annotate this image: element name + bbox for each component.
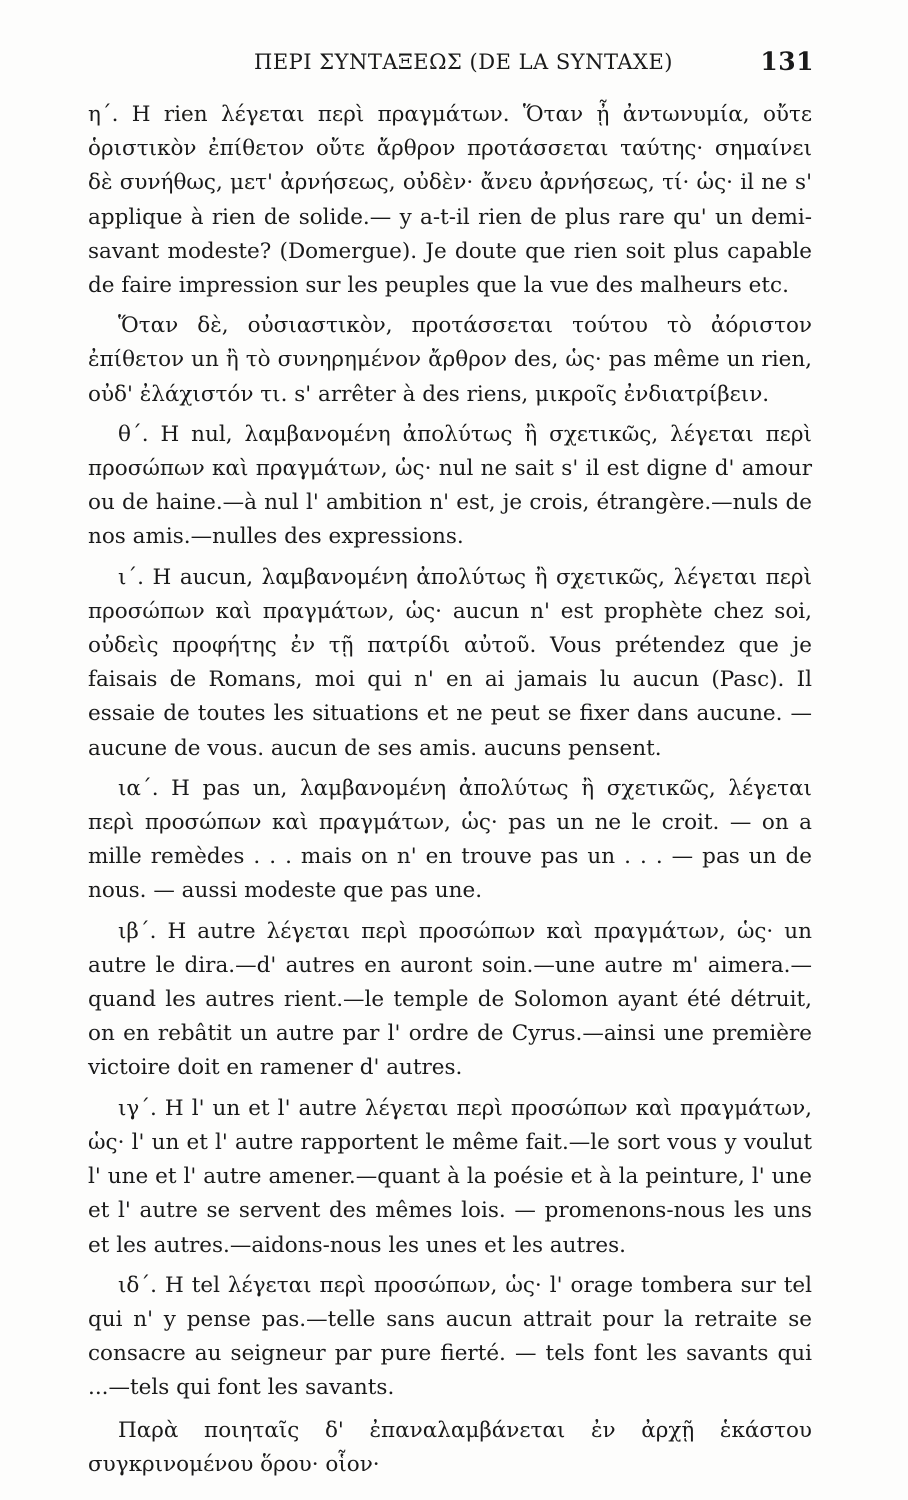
paragraph-iota-gamma: ιγ΄. Η l' un et l' autre λέγεται περὶ προσώπων καὶ πραγμάτων, ὡς· l' un et l' autre rapportent le même fait.—le sort vous y voulut l' une et l' autre amener.—quant à la poésie et à la peinture, l' une et l' autre se servent des mêmes lois. — promenons-nous les uns et les autres.—aidons-nous les unes et les autres. xyxy=(88,1095,812,1258)
paragraph-iota: ι΄. Η aucun, λαμβανομένη ἀπολύτως ἢ σχετικῶς, λέγεται περὶ προσώπων καὶ πραγμάτων, ὡς· aucun n' est prophète chez soi, οὐδεὶς προφήτης ἐν τῇ πατρίδι αὐτοῦ. Vous prétendez que je faisais de Romans, moi qui n' en ai jamais lu aucun (Pasc). Il essaie de toutes les situations et ne peut se fixer dans aucune. — aucune de vous. aucun de ses amis. aucuns pensent. xyxy=(88,564,812,761)
body-text xyxy=(88,98,812,1488)
paragraph-eta-continued: Ὅταν δὲ, οὐσιαστικὸν, προτάσσεται τούτου τὸ ἀόριστον ἐπίθετον un ἢ τὸ συνηρημένον ἄρθρον des, ὡς· pas même un rien, οὐδ' ἐλάχιστόν τι. s' arrêter à des riens, μικροῖς ἐνδιατρίβειν. xyxy=(88,313,812,407)
paragraph-theta: θ΄. Η nul, λαμβανομένη ἀπολύτως ἢ σχετικῶς, λέγεται περὶ προσώπων καὶ πραγμάτων, ὡς· nul ne sait s' il est digne d' amour ou de haine.—à nul l' ambition n' est, je crois, étrangère.—nuls de nos amis.—nulles des expressions. xyxy=(88,421,812,550)
paragraph-iota-beta: ιβ΄. Η autre λέγεται περὶ προσώπων καὶ πραγμάτων, ὡς· un autre le dira.—d' autres en auront soin.—une autre m' aimera.—quand les autres rient.—le temple de Solomon ayant été détruit, on en rebâtit un autre par l' ordre de Cyrus.—ainsi une première victoire doit en ramener d' autres. xyxy=(88,918,812,1081)
paragraph-eta: η΄. Η rien λέγεται περὶ πραγμάτων. Ὅταν ᾖ ἀντωνυμία, οὔτε ὁριστικὸν ἐπίθετον οὔτε ἄρθρον προτάσσεται ταύτης· σημαίνει δὲ συνήθως, μετ' ἀρνήσεως, οὐδὲν· ἄνευ ἀρνήσεως, τί· ὡς· il ne s' applique à rien de solide.— y a-t-il rien de plus rare qu' un demi-savant modeste? (Domergue). Je doute que rien soit plus capable de faire impression sur les peuples que la vue des malheurs etc. xyxy=(88,102,812,299)
page-header xyxy=(254,47,814,90)
paragraph-iota-delta: ιδ΄. Η tel λέγεται περὶ προσώπων, ὡς· l' orage tombera sur tel qui n' y pense pas.—telle sans aucun attrait pour la retraite se consacre au seigneur par pure fierté. — tels font les savants qui ...—tels qui font les savants. xyxy=(88,1272,812,1401)
paragraph-iota-alpha: ια΄. Η pas un, λαμβανομένη ἀπολύτως ἢ σχετικῶς, λέγεται περὶ προσώπων καὶ πραγμάτων, ὡς· pas un ne le croit. — on a mille remèdes . . . mais on n' en trouve pas un . . . — pas un de nous. — aussi modeste que pas une. xyxy=(88,775,812,904)
running-title: ΠΕΡΙ ΣΥΝΤΑΞΕΩΣ (DE LA SYNTAXE) xyxy=(254,50,673,74)
paragraph-final: Παρὰ ποιηταῖς δ' ἐπαναλαμβάνεται ἐν ἀρχῇ ἑκάστου συγκρινομένου ὅρου· οἷον· xyxy=(88,1417,812,1477)
page-number: 131 xyxy=(760,47,814,76)
